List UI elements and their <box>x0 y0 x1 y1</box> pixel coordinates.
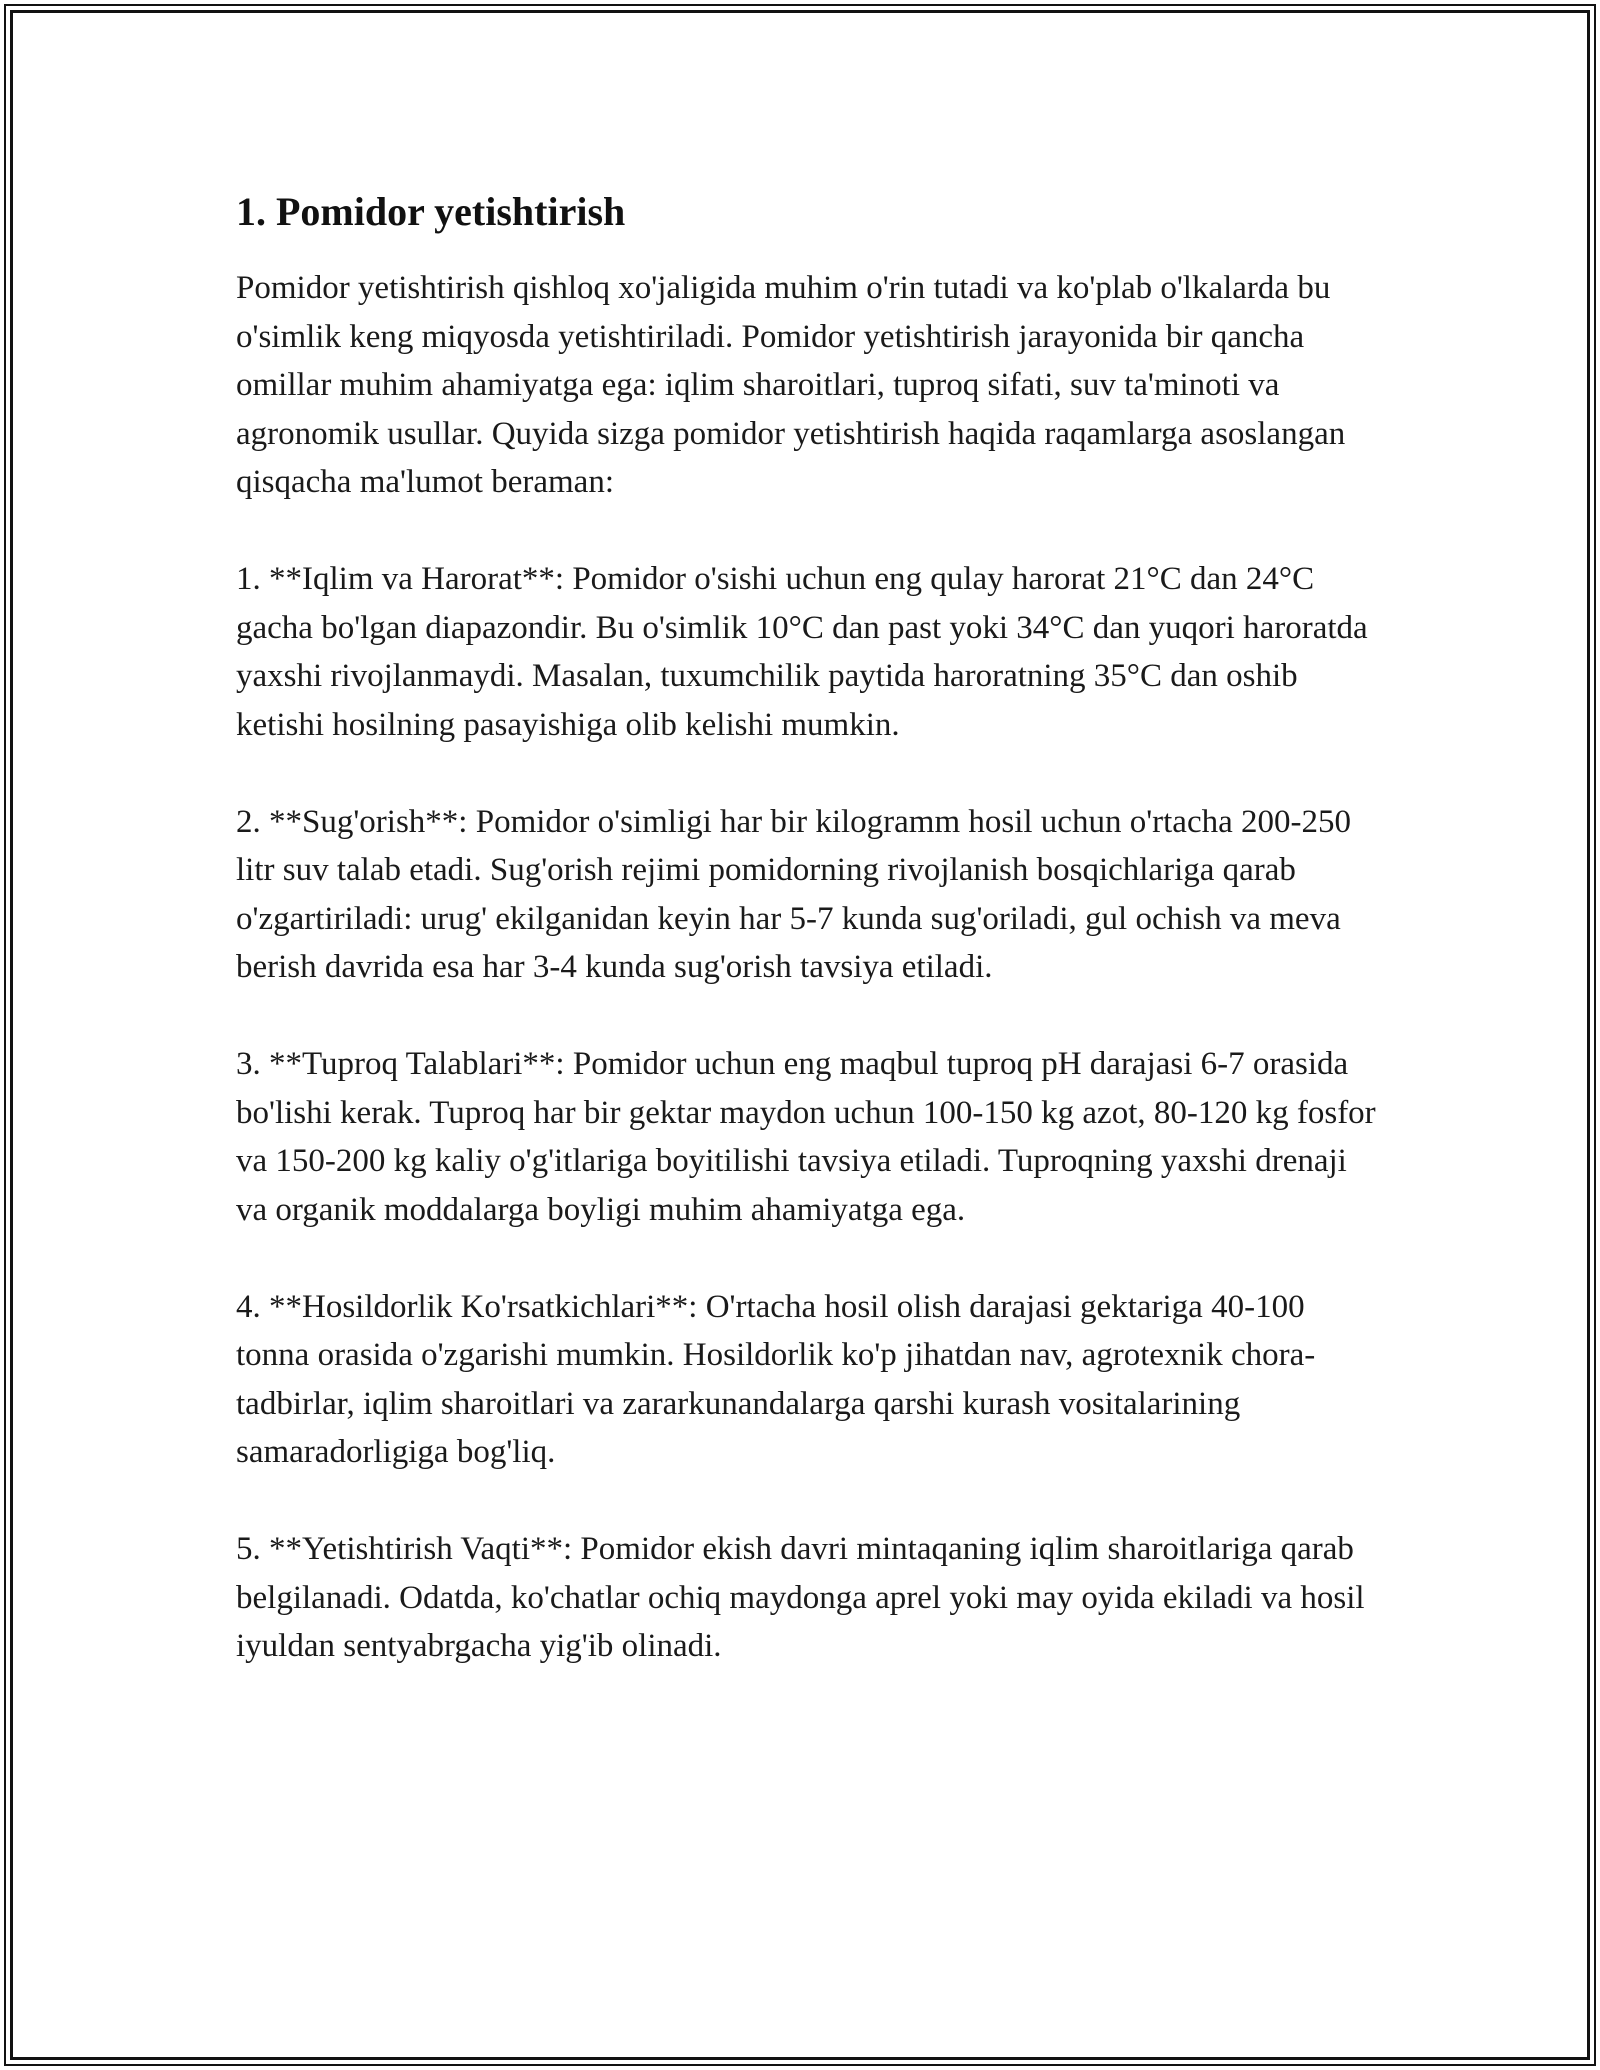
irrigation-paragraph: 2. **Sug'orish**: Pomidor o'simligi har bir kilogramm hosil uchun o'rtacha 200-250 litr suv talab etadi. Sug'orish rejimi pomidorning rivojlanish bosqichlariga qarab o'zgartiriladi: urug' ekilganidan keyin har 5-7 kunda sug'oriladi, gul ochish va meva berish davrida esa har 3-4 kunda sug'orish tavsiya etiladi. <box>236 803 1351 985</box>
yield-paragraph: 4. **Hosildorlik Ko'rsatkichlari**: O'rtacha hosil olish darajasi gektariga 40-100 tonna orasida o'zgarishi mumkin. Hosildorlik ko'p jihatdan nav, agrotexnik chora-tadbirlar, iqlim sharoitlari va zararkunandalarga qarshi kurash vositalarining samaradorligiga bog'liq. <box>236 1288 1316 1470</box>
document-title: 1. Pomidor yetishtirish <box>236 189 626 234</box>
intro-paragraph: Pomidor yetishtirish qishloq xo'jaligida muhim o'rin tutadi va ko'plab o'lkalarda bu o'simlik keng miqyosda yetishtiriladi. Pomidor yetishtirish jarayonida bir qancha omillar muhim ahamiyatga ega: iqlim sharoitlari, tuproq sifati, suv ta'minoti va agronomik usullar. Quyida sizga pomidor yetishtirish haqida raqamlarga asoslangan qisqacha ma'lumot beraman: <box>236 270 1346 500</box>
timing-paragraph: 5. **Yetishtirish Vaqti**: Pomidor ekish davri mintaqaning iqlim sharoitlariga qarab belgilanadi. Odatda, ko'chatlar ochiq maydonga aprel yoki may oyida ekiladi va hosil iyuldan sentyabrgacha yig'ib olinadi. <box>236 1531 1365 1664</box>
document-body <box>236 186 1386 1719</box>
soil-paragraph: 3. **Tuproq Talablari**: Pomidor uchun eng maqbul tuproq pH darajasi 6-7 orasida bo'lishi kerak. Tuproq har bir gektar maydon uchun 100-150 kg azot, 80-120 kg fosfor va 150-200 kg kaliy o'g'itlariga boyitilishi tavsiya etiladi. Tuproqning yaxshi drenaji va organik moddalarga boyligi muhim ahamiyatga ega. <box>236 1046 1376 1228</box>
climate-paragraph: 1. **Iqlim va Harorat**: Pomidor o'sishi uchun eng qulay harorat 21°C dan 24°C gacha bo'lgan diapazondir. Bu o'simlik 10°C dan past yoki 34°C dan yuqori haroratda yaxshi rivojlanmaydi. Masalan, tuxumchilik paytida haroratning 35°C dan oshib ketishi hosilning pasayishiga olib kelishi mumkin. <box>236 561 1368 743</box>
